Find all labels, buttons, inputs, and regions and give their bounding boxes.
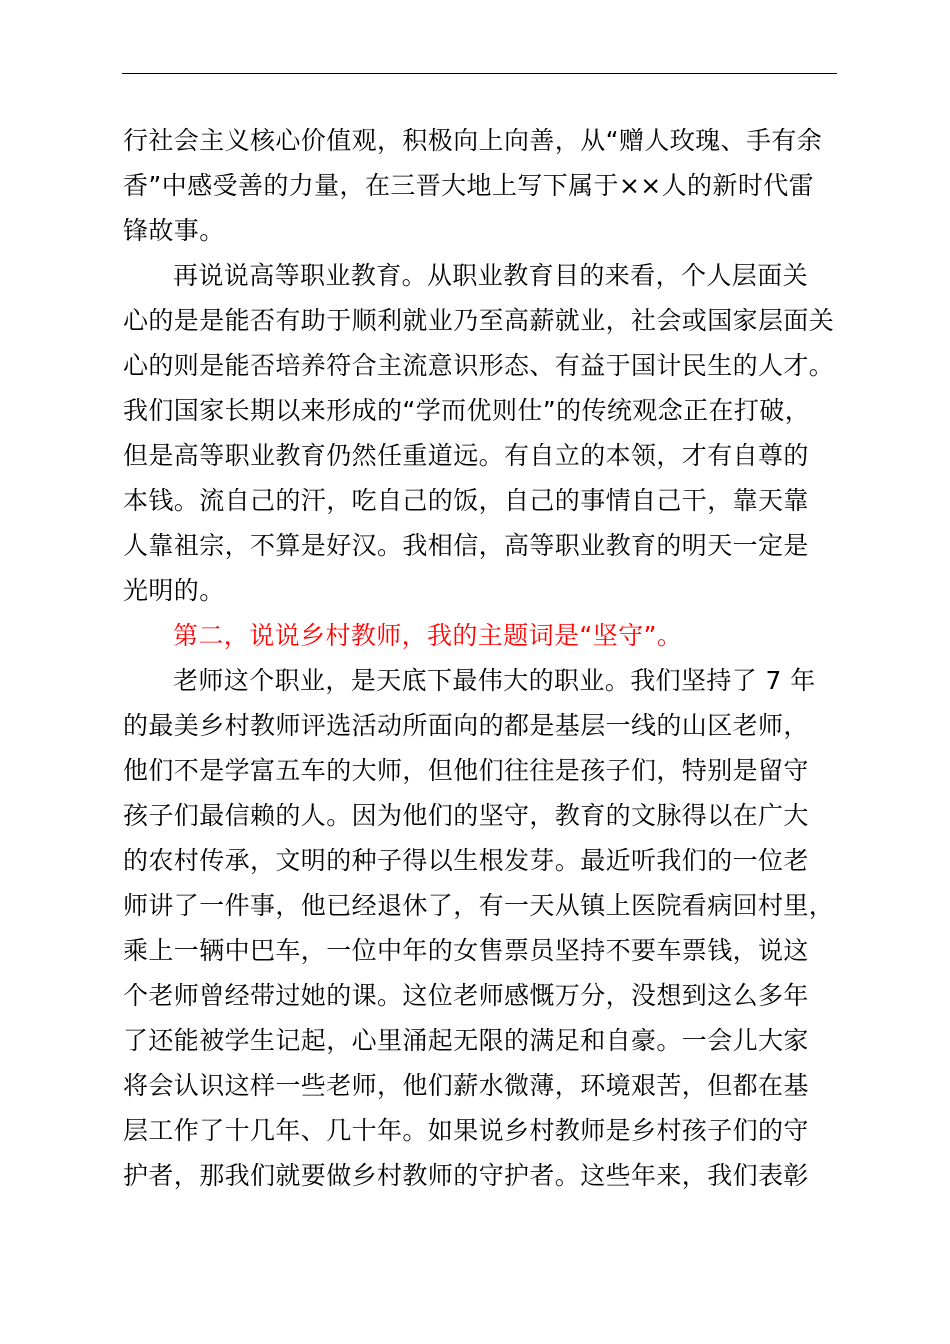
text-line: 香”中感受善的力量，在三晋大地上写下属于××人的新时代雷: [123, 171, 815, 200]
text-line: 锋故事。: [123, 216, 225, 245]
text-line: 将会认识这样一些老师，他们薪水微薄，环境艰苦，但都在基: [123, 1071, 809, 1100]
header-rule: [122, 73, 837, 74]
text-line: 本钱。流自己的汗，吃自己的饭，自己的事情自己干，靠天靠: [123, 486, 809, 515]
paragraph-start-line: 再说说高等职业教育。从职业教育目的来看，个人层面关: [173, 261, 809, 290]
text-line: 我们国家长期以来形成的“学而优则仕”的传统观念正在打破，: [123, 396, 811, 425]
text-line: 师讲了一件事，他已经退休了，有一天从镇上医院看病回村里，: [123, 891, 835, 920]
text-line: 层工作了十几年、几十年。如果说乡村教师是乡村孩子们的守: [123, 1116, 809, 1145]
text-line: 护者，那我们就要做乡村教师的守护者。这些年来，我们表彰: [123, 1161, 809, 1190]
text-line: 光明的。: [123, 576, 225, 605]
text-line: 行社会主义核心价值观，积极向上向善，从“赠人玫瑰、手有余: [123, 126, 823, 155]
text-line: 乘上一辆中巴车，一位中年的女售票员坚持不要车票钱，说这: [123, 936, 809, 965]
text-line: 的农村传承，文明的种子得以生根发芽。最近听我们的一位老: [123, 846, 809, 875]
paragraph-start-line: 老师这个职业，是天底下最伟大的职业。我们坚持了 7 年: [173, 666, 816, 695]
text-line: 心的则是能否培养符合主流意识形态、有益于国计民生的人才。: [123, 351, 835, 380]
text-line: 了还能被学生记起，心里涌起无限的满足和自豪。一会儿大家: [123, 1026, 809, 1055]
text-line: 心的是是能否有助于顺利就业乃至高薪就业，社会或国家层面关: [123, 306, 835, 335]
text-line: 孩子们最信赖的人。因为他们的坚守，教育的文脉得以在广大: [123, 801, 809, 830]
text-line: 但是高等职业教育仍然任重道远。有自立的本领，才有自尊的: [123, 441, 809, 470]
text-line: 的最美乡村教师评选活动所面向的都是基层一线的山区老师，: [123, 711, 809, 740]
text-line: 个老师曾经带过她的课。这位老师感慨万分，没想到这么多年: [123, 981, 809, 1010]
section-heading: 第二，说说乡村教师，我的主题词是“坚守”。: [173, 621, 683, 650]
text-line: 人靠祖宗，不算是好汉。我相信，高等职业教育的明天一定是: [123, 531, 809, 560]
text-line: 他们不是学富五车的大师，但他们往往是孩子们，特别是留守: [123, 756, 809, 785]
